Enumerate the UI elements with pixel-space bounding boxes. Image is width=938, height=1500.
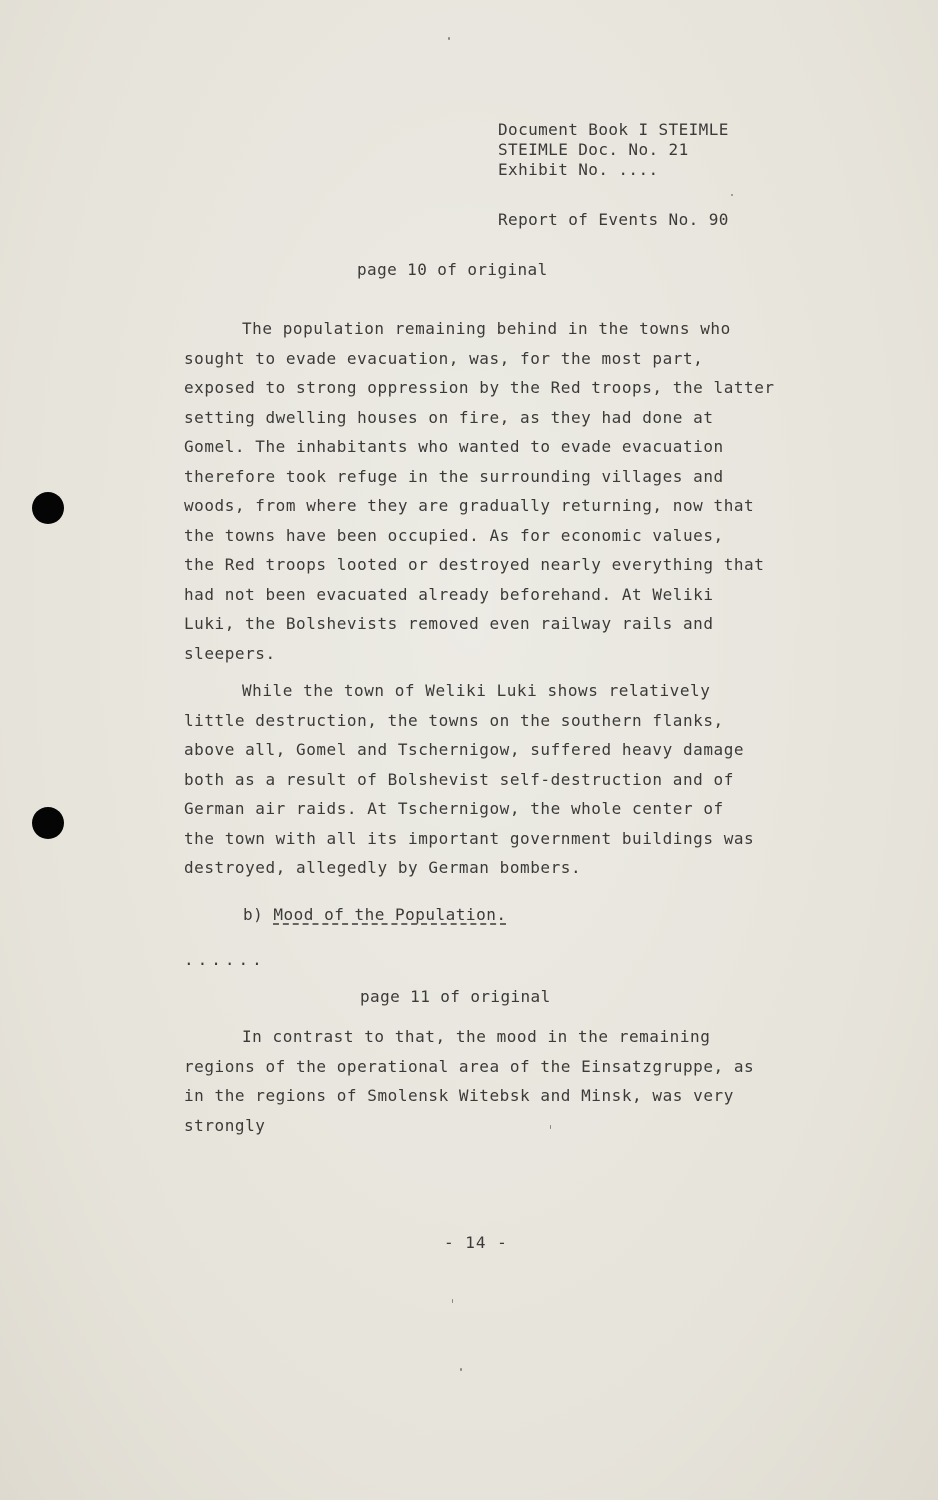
text-line: little destruction, the towns on the southern flanks, bbox=[184, 710, 724, 730]
report-title: Report of Events No. 90 bbox=[498, 210, 729, 229]
page-number: - 14 - bbox=[444, 1233, 508, 1252]
document-header bbox=[498, 120, 729, 180]
paper-speck bbox=[448, 37, 450, 40]
text-line: in the regions of Smolensk Witebsk and Minsk, was very bbox=[184, 1086, 734, 1105]
paragraph-population bbox=[184, 314, 874, 668]
original-page-reference: page 10 of original bbox=[357, 260, 548, 279]
original-page-reference: page 11 of original bbox=[360, 987, 551, 1006]
paper-speck bbox=[452, 1299, 453, 1303]
text-line: had not been evacuated already beforehand. At Weliki bbox=[184, 584, 714, 604]
paper-speck bbox=[731, 194, 733, 196]
text-line: both as a result of Bolshevist self-destruction and of bbox=[184, 769, 734, 789]
text-line: Gomel. The inhabitants who wanted to evade evacuation bbox=[184, 437, 724, 456]
text-line: the town with all its important government buildings was bbox=[184, 828, 755, 848]
text-line: setting dwelling houses on fire, as they had done at bbox=[184, 407, 714, 427]
text-line: above all, Gomel and Tschernigow, suffered heavy damage bbox=[184, 740, 745, 759]
text-line: In contrast to that, the mood in the remaining bbox=[242, 1027, 711, 1046]
section-title: Mood of the Population. bbox=[273, 905, 507, 924]
text-line: Luki, the Bolshevists removed even railway rails and bbox=[184, 614, 714, 633]
text-line: the Red troops looted or destroyed nearly everything that bbox=[184, 555, 765, 574]
omission-dots: ...... bbox=[184, 950, 266, 969]
text-line: therefore took refuge in the surrounding villages and bbox=[184, 466, 724, 486]
text-line: sought to evade evacuation, was, for the most part, bbox=[184, 348, 704, 368]
header-doc-number: STEIMLE Doc. No. 21 bbox=[498, 140, 689, 159]
text-line: regions of the operational area of the Einsatzgruppe, as bbox=[184, 1056, 755, 1076]
paper-speck bbox=[550, 1125, 551, 1129]
text-line: The population remaining behind in the towns who bbox=[242, 319, 731, 338]
text-line: While the town of Weliki Luki shows relatively bbox=[242, 681, 711, 700]
header-document-book: Document Book I STEIMLE bbox=[498, 120, 729, 139]
header-exhibit-number: Exhibit No. .... bbox=[498, 160, 659, 179]
text-line: destroyed, allegedly by German bombers. bbox=[184, 858, 582, 877]
text-line: German air raids. At Tschernigow, the whole center of bbox=[184, 799, 724, 818]
section-heading bbox=[243, 905, 506, 924]
text-line: strongly bbox=[184, 1115, 266, 1135]
text-line: woods, from where they are gradually returning, now that bbox=[184, 496, 755, 515]
text-line: the towns have been occupied. As for economic values, bbox=[184, 525, 724, 545]
text-line: exposed to strong oppression by the Red troops, the latter bbox=[184, 378, 775, 397]
text-line: sleepers. bbox=[184, 643, 276, 663]
paper-speck bbox=[460, 1368, 462, 1371]
punch-hole bbox=[32, 807, 64, 839]
punch-hole bbox=[32, 492, 64, 524]
section-marker: b) bbox=[243, 905, 264, 924]
paragraph-mood bbox=[184, 1022, 874, 1140]
paragraph-destruction bbox=[184, 676, 874, 883]
